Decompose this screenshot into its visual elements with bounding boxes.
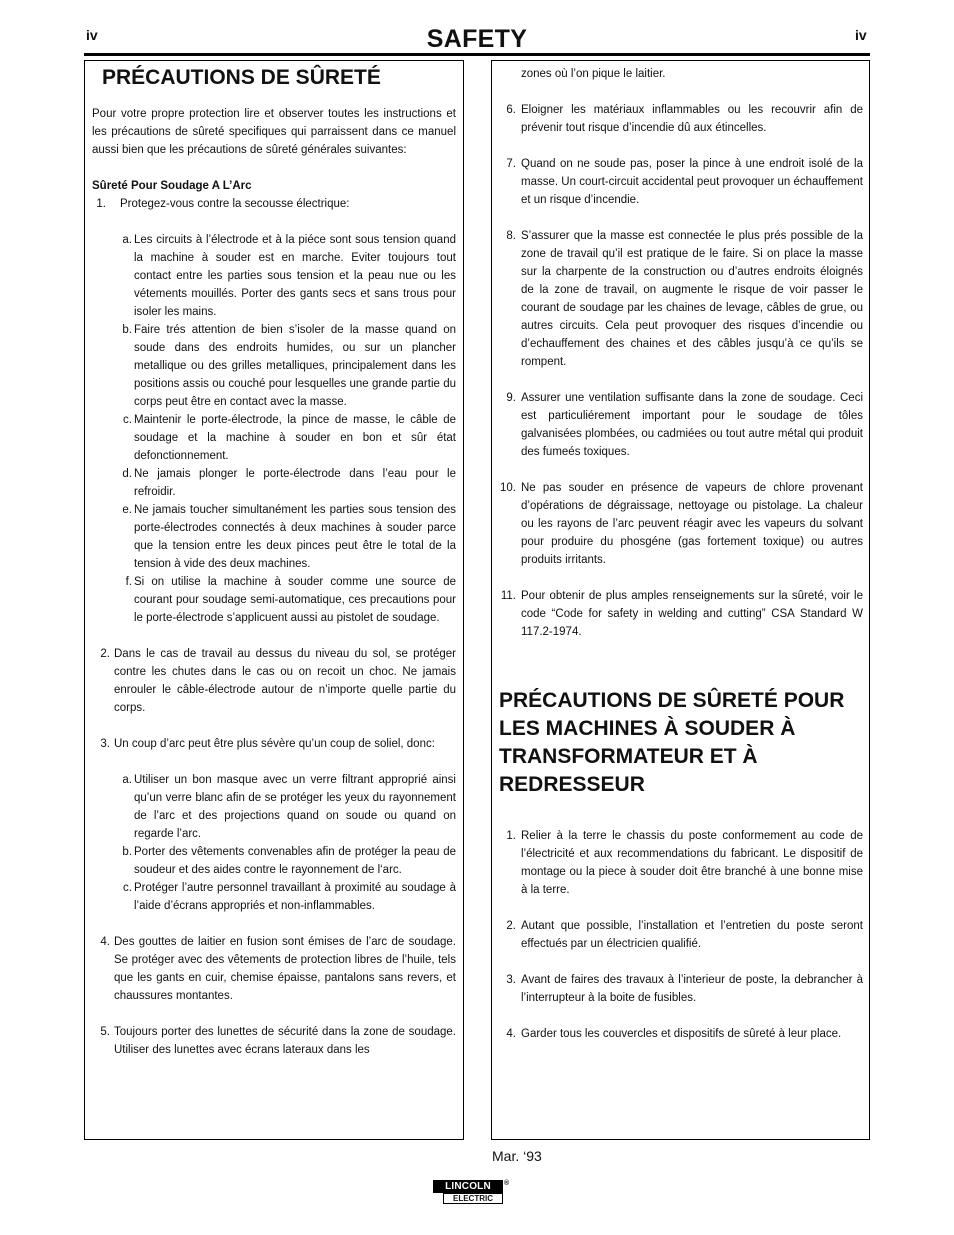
right-column-text — [497, 65, 863, 1043]
item-number: 10. — [500, 482, 516, 494]
item-number: 3. — [100, 738, 110, 750]
sub-item-text: Maintenir le porte-électrode, la pince de masse, le câble de soudage et la machine à souder en bon et sûr état defonctionnement. — [134, 414, 456, 462]
sub-item-text: Si on utilise la machine à souder comme une source de courant pour soudage semi-automatique, ces precautions pour le porte-électrode s’applicuent aussi au pistolet de soudage. — [134, 576, 456, 624]
item-text: Toujours porter des lunettes de sécurité dans la zone de soudage. Utiliser des lunettes avec écrans lateraux dans les — [114, 1026, 456, 1056]
list-item — [497, 155, 863, 209]
item-number: 4. — [506, 1028, 516, 1040]
item-number: 1. — [96, 198, 106, 210]
list-item — [92, 1023, 456, 1059]
sub-item-text: Faire trés attention de bien s’isoler de la masse quand on soude dans des endroits humides, ou sur un plancher metallique ou des grilles metalliques, principalement dans les positions assis ou couché pour lesquelles une grande partie du corps peut être en contact avec la masse. — [134, 324, 456, 408]
item-text: Relier à la terre le chassis du poste conformement au code de l’électricité et aux recommendations du fabricant. Le dispositif de montage ou la piece à souder doit être branché à une bonne mise à la terre. — [521, 830, 863, 896]
list-item — [92, 195, 456, 213]
sub-item-letter: b. — [122, 324, 132, 336]
lincoln-electric-logo — [433, 1180, 513, 1206]
list-item — [497, 971, 863, 1007]
item-text: Protegez-vous contre la secousse électrique: — [120, 198, 350, 210]
sub-item-letter: a. — [122, 774, 132, 786]
item-number: 6. — [506, 104, 516, 116]
sub-list-item — [92, 573, 456, 627]
list-item — [497, 389, 863, 461]
sub-item-letter: f. — [125, 576, 132, 588]
list-item — [497, 827, 863, 899]
item-number: 3. — [506, 974, 516, 986]
left-column-text — [92, 105, 456, 1059]
item-text: Un coup d’arc peut être plus sévère qu’un coup de soliel, donc: — [114, 738, 435, 750]
sub-item-text: Protéger l’autre personnel travaillant à proximité au soudage à l’aide d’écrans appropriés et non-inflammables. — [134, 882, 456, 912]
item-number: 4. — [100, 936, 110, 948]
item-number: 2. — [506, 920, 516, 932]
page-title: SAFETY — [426, 25, 528, 53]
item-text: Ne pas souder en présence de vapeurs de chlore provenant d’opérations de dégraissage, nettoyage ou pistolage. La chaleur ou les rayons de l’arc peuvent réagir avec les vapeurs du solvant pour produire du phosgéne (gas fortement toxique) ou autres produits irritants. — [521, 482, 863, 566]
subheading-arc-welding: Sûreté Pour Soudage A L’Arc — [92, 180, 252, 192]
list-item — [497, 479, 863, 569]
item-number: 11. — [500, 590, 516, 602]
item-text: Garder tous les couvercles et dispositifs de sûreté à leur place. — [521, 1028, 842, 1040]
item-number: 8. — [506, 230, 516, 242]
list-item — [497, 227, 863, 371]
item-number: 9. — [506, 392, 516, 404]
page-number-left: iv — [86, 27, 98, 43]
section-heading-transformer-machines: PRÉCAUTIONS DE SÛRETÉ POUR LES MACHINES À SOUDER À TRANSFORMATEUR ET À REDRESSEUR — [499, 689, 845, 796]
sub-item-letter: d. — [122, 468, 132, 480]
item-text: Autant que possible, l’installation et l’entretien du poste seront effectués par un électricien qualifié. — [521, 920, 863, 950]
list-item — [497, 917, 863, 953]
section-heading-precautions: PRÉCAUTIONS DE SÛRETÉ — [102, 66, 381, 89]
list-item — [497, 587, 863, 641]
sub-list-item — [92, 231, 456, 321]
item-text: Eloigner les matériaux inflammables ou les recouvrir afin de prévenir tout risque d’incendie dû aux étincelles. — [521, 104, 863, 134]
sub-item-text: Ne jamais plonger le porte-électrode dans l’eau pour le refroidir. — [134, 468, 456, 498]
list-item — [92, 645, 456, 717]
sub-item-text: Les circuits à l’électrode et à la piéce sont sous tension quand la machine à souder est en marche. Eviter toujours tout contact entre les parties sous tension et la peau nue ou les vétements mouillés. Porter des gants secs et sans trous pour isoler les mains. — [134, 234, 456, 318]
sub-list-item — [92, 411, 456, 465]
sub-item-text: Ne jamais toucher simultanément les parties sous tension des porte-électrodes connectés à deux machines à souder parce que la tension entre les deux pinces peut être le total de la tension à vide des deux machines. — [134, 504, 456, 570]
logo-top-text: LINCOLN — [433, 1180, 503, 1193]
item-number: 2. — [100, 648, 110, 660]
item-text: Pour obtenir de plus amples renseignements sur la sûreté, voir le code “Code for safety in welding and cutting” CSA Standard W 117.2-1974. — [521, 590, 863, 638]
sub-list-item — [92, 771, 456, 843]
sub-item-letter: c. — [123, 882, 132, 894]
item-number: 7. — [506, 158, 516, 170]
item-text: Dans le cas de travail au dessus du niveau du sol, se protéger contre les chutes dans le cas ou on recoit un choc. Ne jamais enrouler le câble-électrode autour de n’importe quelle partie du corps. — [114, 648, 456, 714]
footer-date: Mar. ‘93 — [492, 1148, 542, 1164]
item-number: 1. — [506, 830, 516, 842]
sub-list-item — [92, 321, 456, 411]
sub-list-item — [92, 465, 456, 501]
registered-mark: ® — [504, 1180, 510, 1187]
intro-paragraph: Pour votre propre protection lire et observer toutes les instructions et les précautions de sûreté specifiques qui parraissent dans ce manuel aussi bien que les précautions de sûreté générales suivantes: — [92, 108, 456, 156]
page-number-right: iv — [855, 27, 867, 43]
item-text: Des gouttes de laitier en fusion sont émises de l’arc de soudage. Se protéger avec des vêtements de protection libres de l’huile, tels que les gants en cuir, chemise épaisse, pantalons sans revers, et chaussures montantes. — [114, 936, 456, 1002]
item-text: Assurer une ventilation suffisante dans la zone de soudage. Ceci est particuliérement important pour le soudage de tôles galvanisées plombées, ou cadmiées ou tout autre métal qui produit des fumeés toxiques. — [521, 392, 863, 458]
item-continuation: zones où l’on pique le laitier. — [521, 68, 666, 80]
sub-item-text: Porter des vêtements convenables afin de protéger la peau de soudeur et des aides contre le rayonnement de l‘arc. — [134, 846, 456, 876]
list-item — [92, 933, 456, 1005]
sub-item-letter: c. — [123, 414, 132, 426]
sub-item-letter: e. — [122, 504, 132, 516]
item-text: Avant de faires des travaux à l’interieur de poste, la debrancher à l’interrupteur à la boite de fusibles. — [521, 974, 863, 1004]
list-item — [497, 101, 863, 137]
logo-bottom-text: ELECTRIC — [443, 1193, 503, 1204]
list-item — [497, 1025, 863, 1043]
sub-list-item — [92, 879, 456, 915]
item-number: 5. — [100, 1026, 110, 1038]
item-text: S’assurer que la masse est connectée le plus prés possible de la zone de travail qu’il est pratique de le faire. Si on place la masse sur la charpente de la construction ou d’autres endroits éloignés de la zone de travail, on augmente le risque de voir passer le courant de soudage par les chaines de levage, câbles de grue, ou autres circuits. Cela peut provoquer des risques d’incendie ou d’echauffement des chaines et des câbles jusqu’à ce qu’ils se rompent. — [521, 230, 863, 368]
sub-item-letter: b. — [122, 846, 132, 858]
title-rule — [84, 53, 870, 56]
item-text: Quand on ne soude pas, poser la pince à une endroit isolé de la masse. Un court-circuit accidental peut provoquer un échauffement et un risque d’incendie. — [521, 158, 863, 206]
sub-list-item — [92, 501, 456, 573]
sub-item-text: Utiliser un bon masque avec un verre filtrant approprié ainsi qu’un verre blanc afin de se protéger les yeux du rayonnement de l’arc et des projections quand on soude ou quand on regarde l’arc. — [134, 774, 456, 840]
sub-list-item — [92, 843, 456, 879]
sub-item-letter: a. — [122, 234, 132, 246]
list-item — [92, 735, 456, 753]
